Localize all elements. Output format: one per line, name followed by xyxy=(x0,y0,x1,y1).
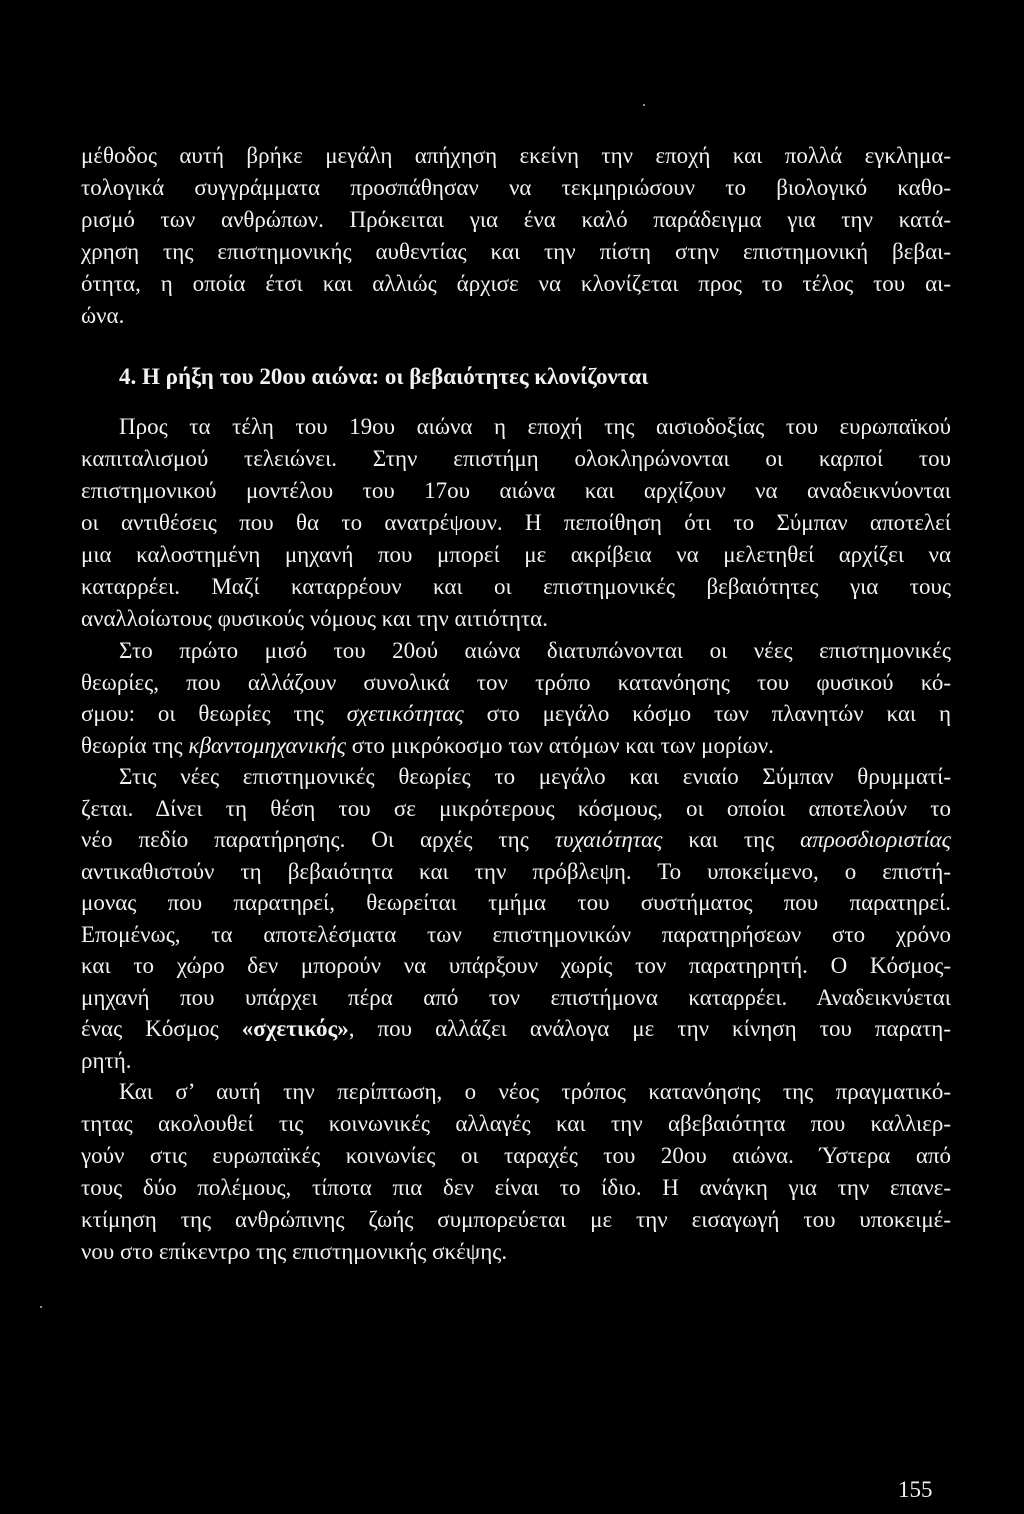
text-run: στο μεγάλο κόσμο των πλανητών και η xyxy=(463,701,951,726)
paragraph-2 xyxy=(81,635,951,761)
emphasis-quantum-mechanics: κβαντομηχανικής xyxy=(188,732,346,758)
text-line: κτίμηση της ανθρώπινης ζωής συμπορεύεται με την εισαγωγή του υποκειμέ- xyxy=(81,1207,951,1232)
text-run: νέο πεδίο παρατήρησης. Οι αρχές της xyxy=(81,827,555,852)
emphasis-relativity: σχετικότητας xyxy=(346,701,464,726)
text-line: τους δύο πολέμους, τίποτα πια δεν είναι το ίδιο. Η ανάγκη για την επανε- xyxy=(81,1175,951,1200)
text-run: στο μικρόκοσμο των ατόμων και των μορίων. xyxy=(345,732,774,758)
text-line xyxy=(81,1013,951,1045)
text-run: , που αλλάζει ανάλογα με την κίνηση του παρατη- xyxy=(348,1016,951,1041)
text-line xyxy=(81,730,951,762)
scan-speck xyxy=(643,104,645,106)
paragraph-3 xyxy=(81,761,951,1076)
text-line: επιστημονικού μοντέλου του 17ου αιώνα και αρχίζουν να αναδεικνύονται xyxy=(81,478,951,503)
text-line: μονας που παρατηρεί, θεωρείται τμήμα του συστήματος που παρατηρεί. xyxy=(81,890,951,915)
text-line xyxy=(81,698,951,730)
emphasis-indeterminacy: απροσδιοριστίας xyxy=(800,827,951,852)
section-heading: 4. Η ρήξη του 20ου αιώνα: οι βεβαιότητες κλονίζονται xyxy=(119,364,649,389)
text-line: χρηση της επιστημονικής αυθεντίας και την πίστη στην επιστημονική βεβαι- xyxy=(81,239,951,264)
text-line: Επομένως, τα αποτελέσματα των επιστημονικών παρατηρήσεων στο χρόνο xyxy=(81,921,951,947)
text-line xyxy=(81,824,951,856)
text-line: νου στο επίκεντρο της επιστημονικής σκέψης. xyxy=(81,1239,508,1264)
text-run: ένας Κόσμος xyxy=(81,1016,242,1041)
text-line: Στο πρώτο μισό του 20ού αιώνα διατυπώνονται οι νέες επιστημονικές xyxy=(119,638,951,663)
text-line: και το χώρο δεν μπορούν να υπάρξουν χωρίς τον παρατηρητή. Ο Κόσμος- xyxy=(81,953,951,978)
text-line: Και σ’ αυτή την περίπτωση, ο νέος τρόπος κατανόησης της πραγματικό- xyxy=(119,1079,951,1104)
scan-speck xyxy=(40,1306,42,1308)
text-line: τητας ακολουθεί τις κοινωνικές αλλαγές και την αβεβαιότητα που καλλιερ- xyxy=(81,1111,951,1136)
text-line: Στις νέες επιστημονικές θεωρίες το μεγάλο και ενιαίο Σύμπαν θρυμματί- xyxy=(119,764,951,789)
text-line: ρισμό των ανθρώπων. Πρόκειται για ένα καλό παράδειγμα για την κατά- xyxy=(81,207,951,232)
text-line: αναλλοίωτους φυσικούς νόμους και την αιτιότητα. xyxy=(81,606,548,631)
text-line: καταρρέει. Μαζί καταρρέουν και οι επιστημονικές βεβαιότητες για τους xyxy=(81,574,951,599)
text-run: και της xyxy=(662,827,801,852)
text-run: θεωρία της xyxy=(81,732,189,758)
text-line: Προς τα τέλη του 19ου αιώνα η εποχή της αισιοδοξίας του ευρωπαϊκού xyxy=(119,414,951,439)
book-page-text xyxy=(81,140,951,1268)
paragraph-intro xyxy=(81,140,951,332)
text-line: οι αντιθέσεις που θα το ανατρέψουν. Η πεποίθηση ότι το Σύμπαν αποτελεί xyxy=(81,510,951,535)
text-line: αντικαθιστούν τη βεβαιότητα και την πρόβλεψη. Το υποκείμενο, ο επιστή- xyxy=(81,858,951,884)
strong-relative: «σχετικός» xyxy=(241,1016,349,1041)
text-line: καπιταλισμού τελειώνει. Στην επιστήμη ολοκληρώνονται οι καρποί του xyxy=(81,446,951,471)
text-line: ότητα, η οποία έτσι και αλλιώς άρχισε να κλονίζεται προς το τέλος του αι- xyxy=(81,271,951,296)
text-line: μέθοδος αυτή βρήκε μεγάλη απήχηση εκείνη την εποχή και πολλά εγκλημα- xyxy=(81,143,951,168)
text-run: σμου: οι θεωρίες της xyxy=(81,701,347,726)
text-line: θεωρίες, που αλλάζουν συνολικά τον τρόπο κατανόησης του φυσικού κό- xyxy=(81,669,951,695)
paragraph-4 xyxy=(81,1076,951,1268)
emphasis-randomness: τυχαιότητας xyxy=(554,827,663,852)
page-number: 155 xyxy=(898,1477,933,1502)
text-line: μια καλοστημένη μηχανή που μπορεί με ακρίβεια να μελετηθεί αρχίζει να xyxy=(81,542,951,567)
text-line: γούν στις ευρωπαϊκές κοινωνίες οι ταραχές του 20ου αιώνα. Ύστερα από xyxy=(81,1143,951,1168)
text-line: ώνα. xyxy=(81,303,125,328)
text-line: τολογικά συγγράμματα προσπάθησαν να τεκμηριώσουν το βιολογικό καθο- xyxy=(81,175,951,200)
text-line: ρητή. xyxy=(81,1047,132,1073)
text-line: μηχανή που υπάρχει πέρα από τον επιστήμονα καταρρέει. Αναδεικνύεται xyxy=(81,984,951,1010)
paragraph-1 xyxy=(81,411,951,635)
text-line: ζεται. Δίνει τη θέση του σε μικρότερους κόσμους, οι οποίοι αποτελούν το xyxy=(81,795,951,821)
